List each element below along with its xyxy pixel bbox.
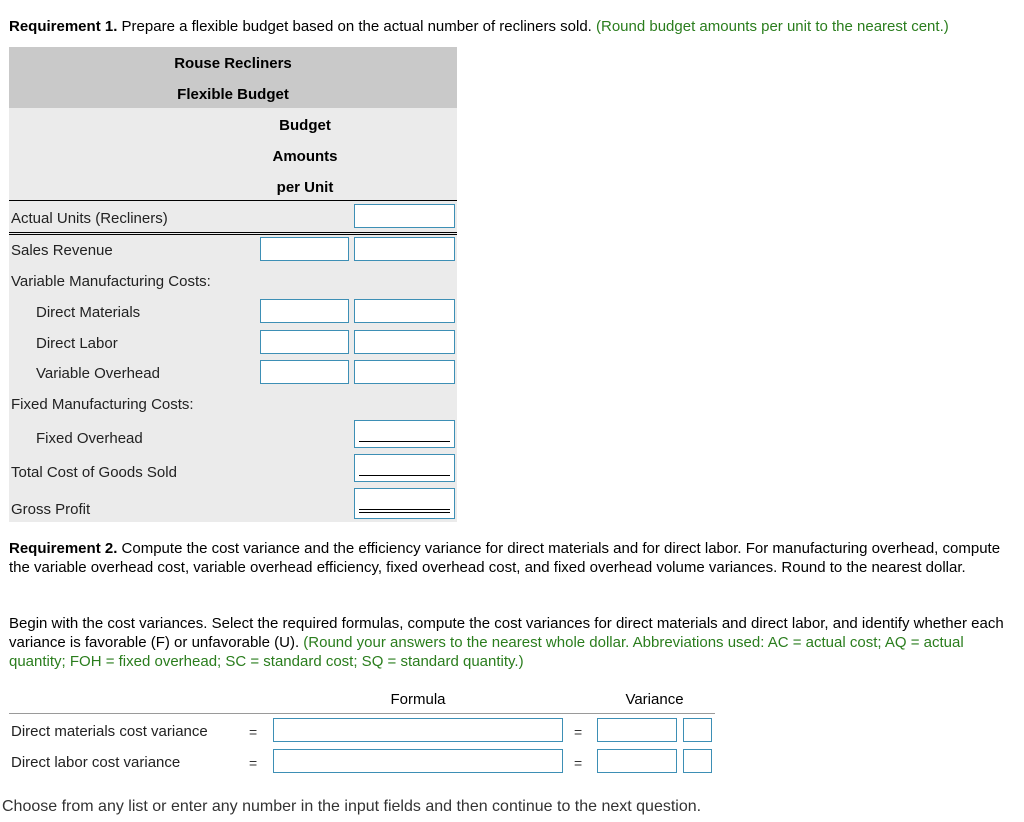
company-name: Rouse Recliners bbox=[174, 55, 292, 72]
equals-sign: = bbox=[249, 755, 258, 771]
sales-revenue-amount-input[interactable] bbox=[354, 237, 455, 261]
fixed-overhead-amount-input[interactable] bbox=[354, 420, 455, 448]
formula-column-header: Formula bbox=[390, 691, 446, 708]
variance-table-header-divider bbox=[9, 713, 715, 714]
direct-materials-amount-input[interactable] bbox=[354, 299, 455, 323]
row-label-total-cogs: Total Cost of Goods Sold bbox=[11, 464, 177, 481]
row-label-variable-overhead: Variable Overhead bbox=[36, 365, 160, 382]
row-label-direct-labor: Direct Labor bbox=[36, 335, 118, 352]
total-cogs-amount-input[interactable] bbox=[354, 454, 455, 482]
header-divider bbox=[9, 200, 457, 201]
direct-materials-cost-variance-label: Direct materials cost variance bbox=[11, 723, 208, 740]
sales-revenue-per-unit-input[interactable] bbox=[260, 237, 349, 261]
single-underline bbox=[359, 475, 450, 476]
direct-materials-per-unit-input[interactable] bbox=[260, 299, 349, 323]
column-header-budget: Budget bbox=[279, 117, 331, 134]
column-header-amounts: Amounts bbox=[272, 148, 338, 165]
row-label-gross-profit: Gross Profit bbox=[11, 501, 91, 518]
gross-profit-amount-input[interactable] bbox=[354, 488, 455, 519]
row-label-sales-revenue: Sales Revenue bbox=[11, 242, 113, 259]
variable-overhead-amount-input[interactable] bbox=[354, 360, 455, 384]
budget-title: Flexible Budget bbox=[177, 86, 289, 103]
row-label-fixed-overhead: Fixed Overhead bbox=[36, 430, 143, 447]
row-label-direct-materials: Direct Materials bbox=[36, 304, 141, 321]
cost-variances-note: (Round your answers to the nearest whole dollar. Abbreviations used: AC = actual cost; AQ = actual quantity; FOH = fixed overhead; SC = standard cost; SQ = standard quantity.) bbox=[9, 634, 964, 670]
cost-variances-instruction bbox=[9, 614, 1009, 671]
double-underline bbox=[359, 509, 450, 513]
requirement-2-text: Compute the cost variance and the efficiency variance for direct materials and for direct labor. For manufacturing overhead, compute the variable overhead cost, variable overhead efficiency, fixed overhead cost, and fixed overhead volume variances. Round to the nearest dollar. bbox=[9, 540, 1001, 576]
requirement-1-instruction bbox=[9, 17, 949, 36]
direct-materials-fu-select[interactable] bbox=[683, 718, 712, 742]
variance-column-header: Variance bbox=[625, 691, 684, 708]
direct-materials-variance-input[interactable] bbox=[597, 718, 677, 742]
row-label-variable-mfg-costs: Variable Manufacturing Costs: bbox=[11, 273, 211, 290]
direct-labor-cost-variance-label: Direct labor cost variance bbox=[11, 754, 181, 771]
equals-sign: = bbox=[574, 755, 583, 771]
requirement-2-instruction bbox=[9, 539, 1009, 577]
requirement-2-label: Requirement 2. bbox=[9, 540, 118, 557]
units-divider-top bbox=[9, 232, 457, 233]
requirement-1-label: Requirement 1. bbox=[9, 18, 118, 35]
cost-variances-text: Begin with the cost variances. Select the required formulas, compute the cost variances for direct materials and direct labor, and identify whether each variance is favorable (F) or unfavorable (U). bbox=[9, 615, 1004, 651]
actual-units-input[interactable] bbox=[354, 204, 455, 228]
row-label-fixed-mfg-costs: Fixed Manufacturing Costs: bbox=[11, 396, 194, 413]
equals-sign: = bbox=[574, 724, 583, 740]
equals-sign: = bbox=[249, 724, 258, 740]
requirement-1-text: Prepare a flexible budget based on the actual number of recliners sold. bbox=[117, 18, 592, 35]
footer-instruction: Choose from any list or enter any number in the input fields and then continue to the next question. bbox=[2, 798, 702, 815]
row-label-actual-units: Actual Units (Recliners) bbox=[11, 210, 168, 227]
single-underline bbox=[359, 441, 450, 442]
direct-labor-per-unit-input[interactable] bbox=[260, 330, 349, 354]
variable-overhead-per-unit-input[interactable] bbox=[260, 360, 349, 384]
units-divider-bottom bbox=[9, 234, 457, 235]
column-header-per-unit: per Unit bbox=[276, 179, 334, 196]
direct-labor-formula-select[interactable] bbox=[273, 749, 563, 773]
direct-labor-variance-input[interactable] bbox=[597, 749, 677, 773]
direct-labor-amount-input[interactable] bbox=[354, 330, 455, 354]
requirement-1-note: (Round budget amounts per unit to the nearest cent.) bbox=[591, 18, 949, 35]
direct-materials-formula-select[interactable] bbox=[273, 718, 563, 742]
direct-labor-fu-select[interactable] bbox=[683, 749, 712, 773]
